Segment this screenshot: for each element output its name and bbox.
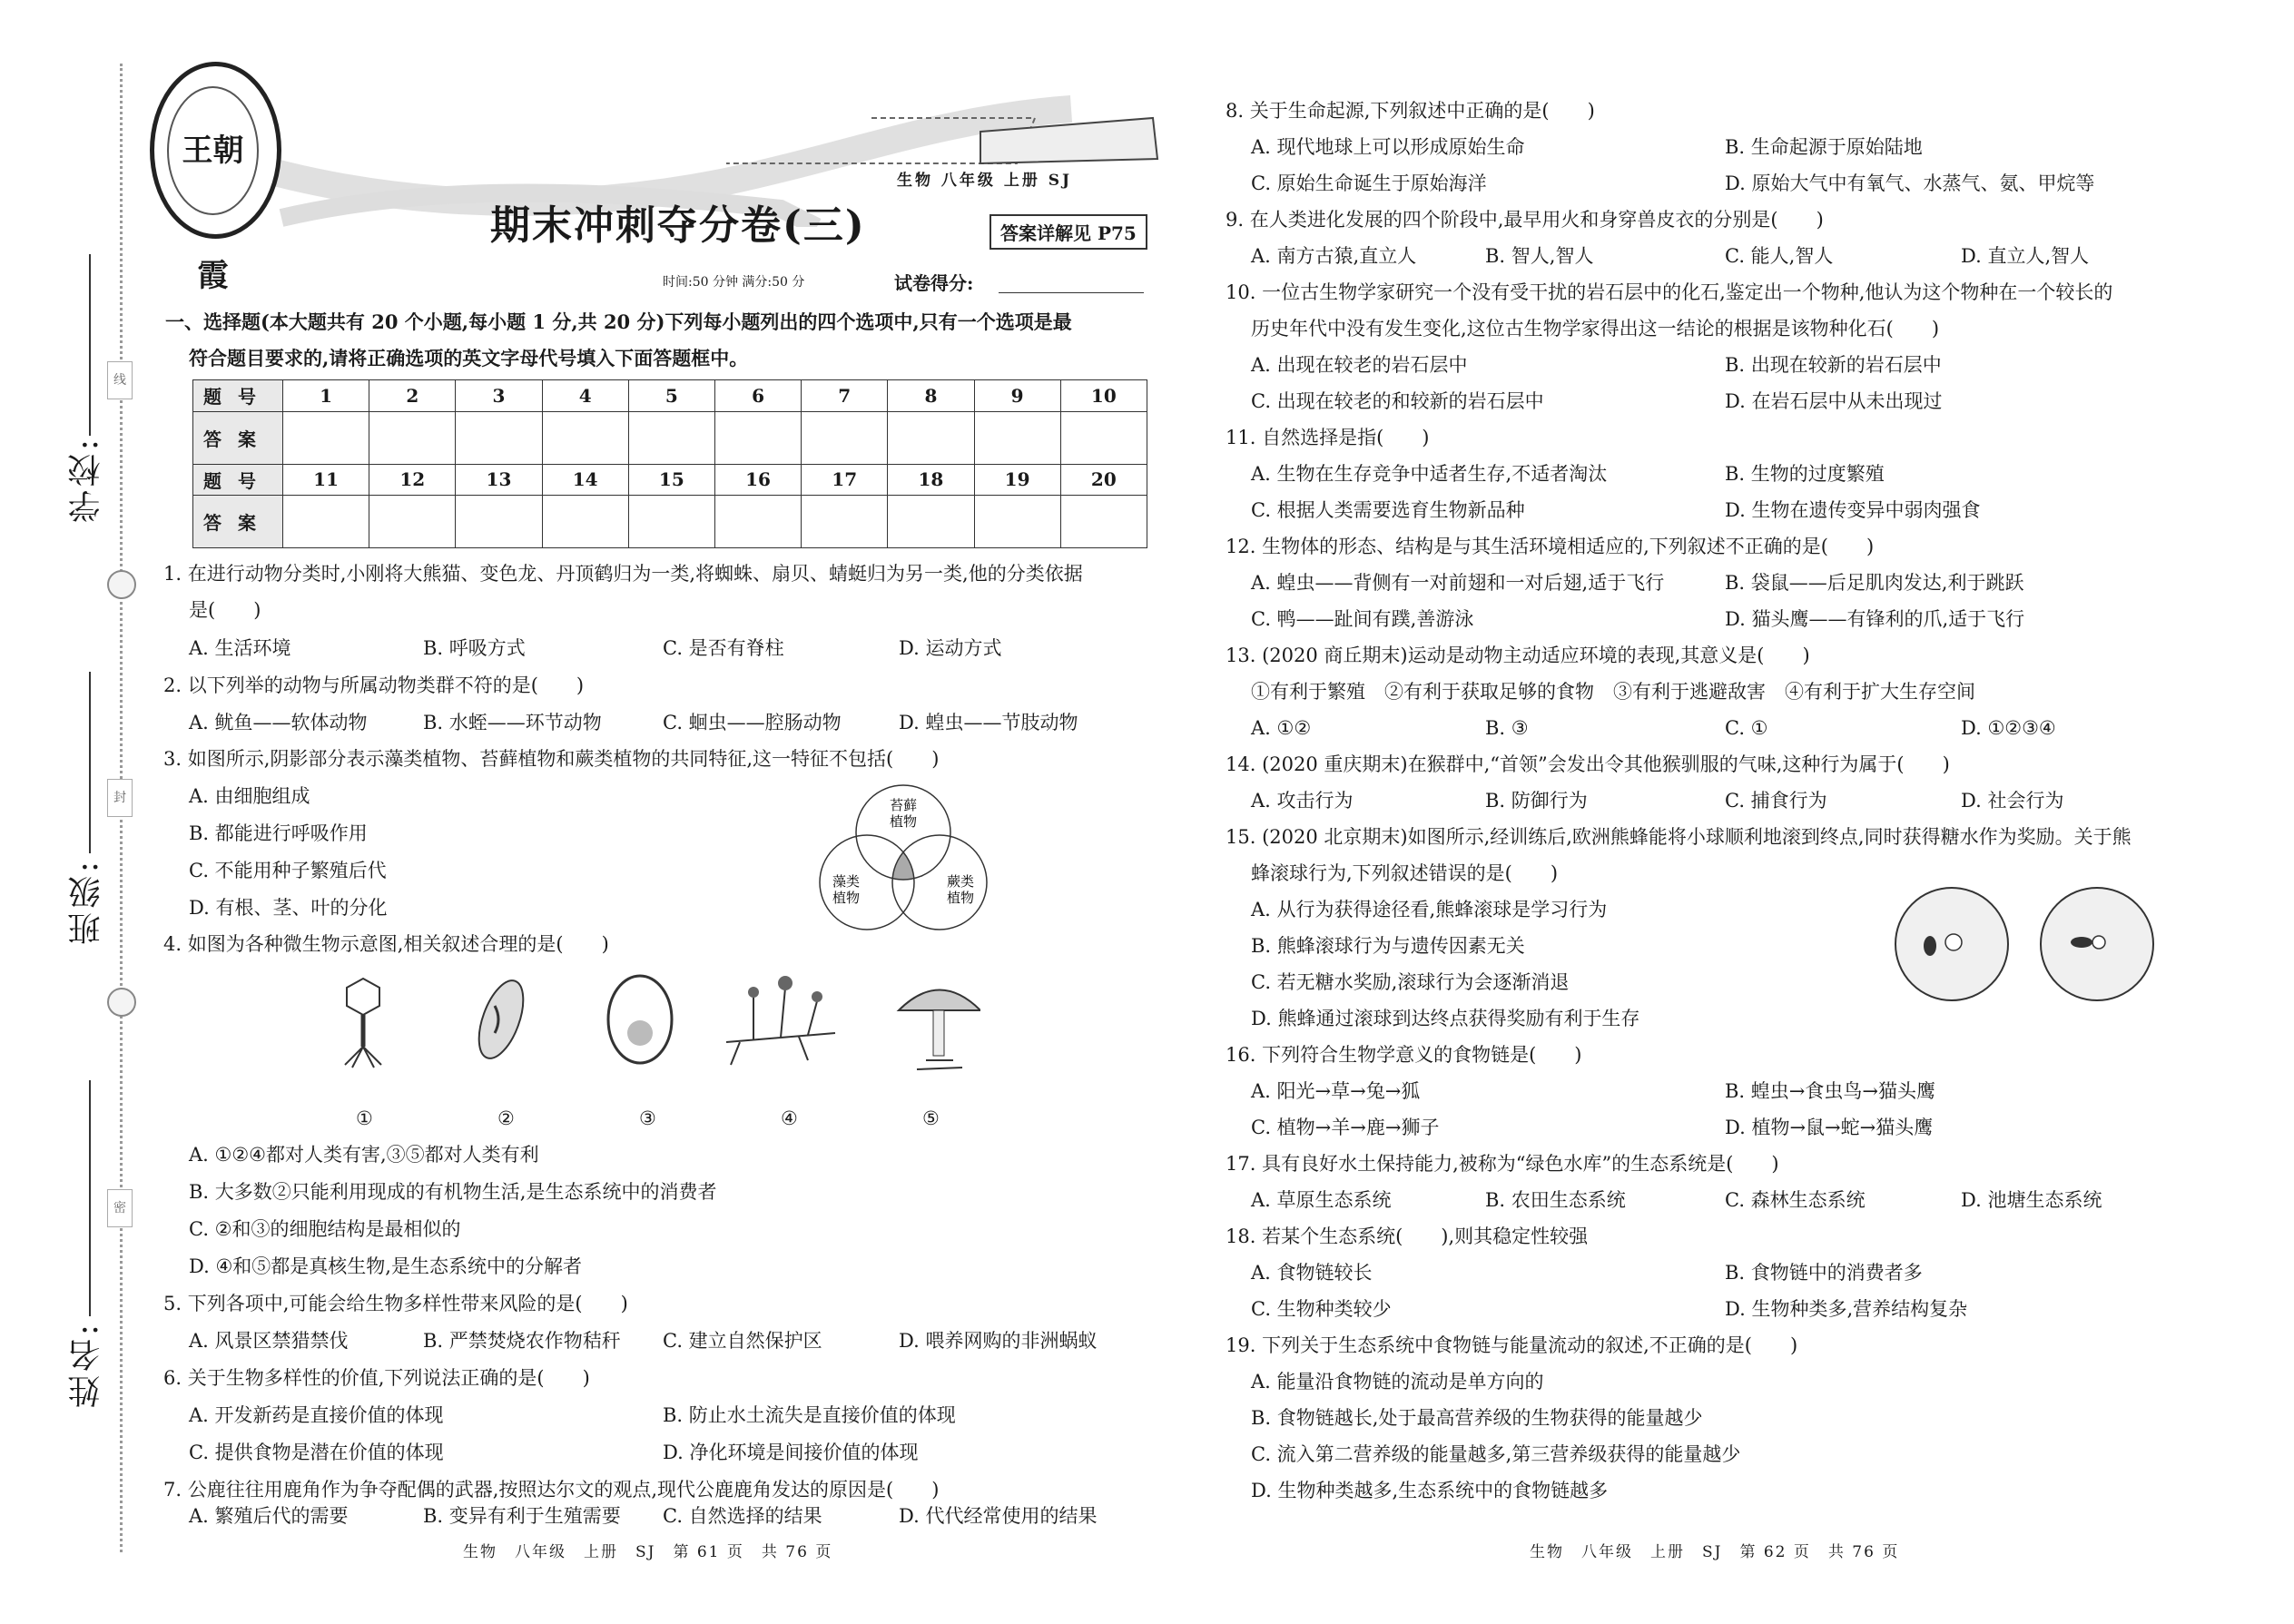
mushroom-icon xyxy=(899,990,980,1070)
option-a: A. 鱿鱼——软体动物 xyxy=(189,712,368,733)
question-num: 10 xyxy=(1060,380,1147,412)
section-heading: 一、选择题(本大题共有 20 个小题,每小题 1 分,共 20 分)下列每小题列出的四个选项中,只有一个选项是最 xyxy=(165,310,1072,333)
figure-label-3: ③ xyxy=(639,1107,656,1129)
answer-cell[interactable] xyxy=(802,496,888,548)
answer-cell[interactable] xyxy=(456,496,542,548)
question-10-cont: 历史年代中没有发生变化,这位古生物学家得出这一结论的根据是该物种化石( ) xyxy=(1251,318,1940,340)
option-b: B. 食物链越长,处于最高营养级的生物获得的能量越少 xyxy=(1251,1407,1703,1429)
question-6: 6. 关于生物多样性的价值,下列说法正确的是( ) xyxy=(163,1367,590,1389)
answer-cell[interactable] xyxy=(456,411,542,464)
option-c: C. 根据人类需要选育生物新品种 xyxy=(1251,499,1525,521)
option-a: A. ①② xyxy=(1251,717,1312,739)
footer-right: 生物 八年级 上册 SJ 第 62 页 共 76 页 xyxy=(1530,1543,1900,1561)
option-a: A. 开发新药是直接价值的体现 xyxy=(189,1404,444,1426)
answer-cell[interactable] xyxy=(1060,411,1147,464)
answer-cell[interactable] xyxy=(542,411,628,464)
option-d: D. 有根、茎、叶的分化 xyxy=(189,897,388,919)
question-10: 10. 一位古生物学家研究一个没有受干扰的岩石层中的化石,鉴定出一个物种,他认为这个物种在一个较长的 xyxy=(1226,281,2113,303)
option-d: D. 生物种类多,营养结构复杂 xyxy=(1725,1298,1968,1320)
question-15-cont: 蜂滚球行为,下列叙述错误的是( ) xyxy=(1251,862,1559,884)
name-label: 姓名: xyxy=(68,1321,105,1409)
option-b: B. 蝗虫→食虫鸟→猫头鹰 xyxy=(1725,1080,1935,1102)
page-title: 期末冲刺夺分卷(三) xyxy=(490,202,866,249)
question-num: 1 xyxy=(283,380,369,412)
option-b: B. 严禁焚烧农作物秸秆 xyxy=(423,1330,621,1352)
brand-logo-text: 王朝霞 xyxy=(167,86,259,215)
option-b: B. 智人,智人 xyxy=(1485,245,1594,267)
microbe-figures xyxy=(327,969,980,1097)
option-d: D. 原始大气中有氧气、水蒸气、氨、甲烷等 xyxy=(1725,172,2095,194)
answer-cell[interactable] xyxy=(283,496,369,548)
answer-cell[interactable] xyxy=(628,496,714,548)
option-c: C. 捕食行为 xyxy=(1725,790,1827,812)
option-d: D. ④和⑤都是真核生物,是生态系统中的分解者 xyxy=(189,1255,582,1277)
question-8: 8. 关于生命起源,下列叙述中正确的是( ) xyxy=(1226,100,1595,122)
option-c: C. 建立自然保护区 xyxy=(663,1330,822,1352)
question-num: 14 xyxy=(542,464,628,496)
option-a: A. ①②④都对人类有害,③⑤都对人类有利 xyxy=(189,1144,539,1166)
bee-icon xyxy=(1924,936,1936,956)
option-d: D. 直立人,智人 xyxy=(1961,245,2090,267)
option-b: B. 都能进行呼吸作用 xyxy=(189,822,368,844)
option-b: B. 变异有利于生殖需要 xyxy=(423,1505,621,1527)
question-num: 15 xyxy=(628,464,714,496)
question-16: 16. 下列符合生物学意义的食物链是( ) xyxy=(1226,1044,1582,1066)
seal-char-seal: 封 xyxy=(107,779,133,817)
question-num: 12 xyxy=(369,464,456,496)
subject-tag: 生物 八年级 上册 SJ xyxy=(897,172,1073,190)
option-a: A. 由细胞组成 xyxy=(189,785,310,807)
figure-label-5: ⑤ xyxy=(922,1107,940,1129)
bumblebee-figure xyxy=(1888,881,2161,1008)
yeast-icon xyxy=(608,976,672,1063)
option-d: D. 熊蜂通过滚球到达终点获得奖励有利于生存 xyxy=(1251,1008,1640,1029)
ball-icon xyxy=(2092,936,2105,949)
question-13-statements: ①有利于繁殖 ②有利于获取足够的食物 ③有利于逃避敌害 ④有利于扩大生存空间 xyxy=(1251,681,1975,703)
option-c: C. 出现在较老的和较新的岩石层中 xyxy=(1251,390,1544,412)
answer-reference: 答案详解见 P75 xyxy=(989,214,1147,250)
section-heading-cont: 符合题目要求的,请将正确选项的英文字母代号填入下面答题框中。 xyxy=(189,347,749,369)
option-c: C. 提供食物是潜在价值的体现 xyxy=(189,1442,444,1463)
option-a: A. 南方古猿,直立人 xyxy=(1251,245,1417,267)
bacterium-icon xyxy=(470,975,532,1064)
option-b: B. 生物的过度繁殖 xyxy=(1725,463,1885,485)
option-b: B. 袋鼠——后足肌肉发达,利于跳跃 xyxy=(1725,572,2024,594)
option-c: C. ① xyxy=(1725,717,1768,739)
option-b: B. 农田生态系统 xyxy=(1485,1189,1626,1211)
option-b: B. 大多数②只能利用现成的有机物生活,是生态系统中的消费者 xyxy=(189,1181,717,1203)
question-num: 16 xyxy=(714,464,801,496)
option-b: B. 食物链中的消费者多 xyxy=(1725,1262,1923,1284)
option-b: B. 防止水土流失是直接价值的体现 xyxy=(663,1404,956,1426)
question-3: 3. 如图所示,阴影部分表示藻类植物、苔藓植物和蕨类植物的共同特征,这一特征不包括( ) xyxy=(163,748,940,770)
seal-char-secret: 密 xyxy=(107,1189,133,1227)
virus-icon xyxy=(345,979,381,1068)
option-a: A. 从行为获得途径看,熊蜂滚球是学习行为 xyxy=(1251,899,1608,920)
school-line xyxy=(89,254,91,436)
option-a: A. 繁殖后代的需要 xyxy=(189,1505,349,1527)
question-num: 11 xyxy=(283,464,369,496)
question-num: 17 xyxy=(802,464,888,496)
question-19: 19. 下列关于生态系统中食物链与能量流动的叙述,不正确的是( ) xyxy=(1226,1334,1798,1356)
question-num: 6 xyxy=(714,380,801,412)
question-12: 12. 生物体的形态、结构是与其生活环境相适应的,下列叙述不正确的是( ) xyxy=(1226,536,1875,557)
question-15: 15. (2020 北京期末)如图所示,经训练后,欧洲熊蜂能将小球顺利地滚到终点,同时获得糖水作为奖励。关于熊 xyxy=(1226,826,2132,848)
option-d: D. 社会行为 xyxy=(1961,790,2064,812)
answer-cell[interactable] xyxy=(802,411,888,464)
figure-label-1: ① xyxy=(356,1107,373,1129)
option-a: A. 现代地球上可以形成原始生命 xyxy=(1251,136,1525,158)
option-b: B. ③ xyxy=(1485,717,1529,739)
seal-char-line: 线 xyxy=(107,361,133,399)
option-d: D. 植物→鼠→蛇→猫头鹰 xyxy=(1725,1117,1934,1138)
option-d: D. ①②③④ xyxy=(1961,717,2056,739)
option-c: C. 生物种类较少 xyxy=(1251,1298,1392,1320)
option-c: C. ②和③的细胞结构是最相似的 xyxy=(189,1218,461,1240)
option-a: A. 食物链较长 xyxy=(1251,1262,1373,1284)
option-c: C. 森林生态系统 xyxy=(1725,1189,1866,1211)
answer-cell[interactable] xyxy=(369,496,456,548)
ball-icon xyxy=(1945,934,1962,950)
binding-hole-icon xyxy=(107,988,136,1017)
answer-cell[interactable] xyxy=(888,411,974,464)
option-b: B. 生命起源于原始陆地 xyxy=(1725,136,1923,158)
name-line xyxy=(89,1080,91,1316)
option-d: D. 在岩石层中从未出现过 xyxy=(1725,390,1943,412)
option-d: D. 蝗虫——节肢动物 xyxy=(899,712,1078,733)
option-d: D. 池塘生态系统 xyxy=(1961,1189,2102,1211)
exam-meta: 时间:50 分钟 满分:50 分 xyxy=(663,275,805,290)
class-label: 班级: xyxy=(68,858,105,946)
option-a: A. 生活环境 xyxy=(189,637,291,659)
question-num: 18 xyxy=(888,464,974,496)
question-11: 11. 自然选择是指( ) xyxy=(1226,427,1430,448)
answer-cell[interactable] xyxy=(714,411,801,464)
binding-hole-icon xyxy=(107,570,136,599)
bee-icon xyxy=(2071,937,2092,948)
option-c: C. 流入第二营养级的能量越多,第三营养级获得的能量越少 xyxy=(1251,1443,1741,1465)
option-c: C. 鸭——趾间有蹼,善游泳 xyxy=(1251,608,1474,630)
question-num: 20 xyxy=(1060,464,1147,496)
option-d: D. 运动方式 xyxy=(899,637,1002,659)
option-c: C. 原始生命诞生于原始海洋 xyxy=(1251,172,1487,194)
answer-grid xyxy=(192,379,1147,548)
answer-cell[interactable] xyxy=(369,411,456,464)
option-d: D. 代代经常使用的结果 xyxy=(899,1505,1098,1527)
figure-label-2: ② xyxy=(497,1107,515,1129)
option-a: A. 阳光→草→兔→狐 xyxy=(1251,1080,1421,1102)
option-a: A. 出现在较老的岩石层中 xyxy=(1251,354,1468,376)
option-c: C. 蛔虫——腔肠动物 xyxy=(663,712,842,733)
option-d: D. 猫头鹰——有锋利的爪,适于飞行 xyxy=(1725,608,2025,630)
question-5: 5. 下列各项中,可能会给生物多样性带来风险的是( ) xyxy=(163,1293,628,1314)
answer-cell[interactable] xyxy=(628,411,714,464)
brand-logo xyxy=(150,62,281,294)
option-c: C. 能人,智人 xyxy=(1725,245,1834,267)
venn-label-fern: 蕨类植物 xyxy=(946,873,975,906)
question-num: 3 xyxy=(456,380,542,412)
question-num: 9 xyxy=(974,380,1060,412)
answer-cell[interactable] xyxy=(1060,496,1147,548)
option-c: C. 若无糖水奖励,滚球行为会逐渐消退 xyxy=(1251,971,1570,993)
question-7: 7. 公鹿往往用鹿角作为争夺配偶的武器,按照达尔文的观点,现代公鹿鹿角发达的原因是( ) xyxy=(163,1479,940,1501)
venn-label-moss: 苔藓植物 xyxy=(889,797,918,830)
answer-cell[interactable] xyxy=(974,411,1060,464)
question-14: 14. (2020 重庆期末)在猴群中,“首领”会发出令其他猴驯服的气味,这种行为属于( ) xyxy=(1226,753,1950,775)
venn-label-algae: 藻类植物 xyxy=(832,873,861,906)
question-num: 5 xyxy=(628,380,714,412)
venn-diagram xyxy=(799,782,1008,937)
question-num: 19 xyxy=(974,464,1060,496)
answer-cell[interactable] xyxy=(542,496,628,548)
option-a: A. 草原生态系统 xyxy=(1251,1189,1392,1211)
answer-cell[interactable] xyxy=(888,496,974,548)
option-a: A. 能量沿食物链的流动是单方向的 xyxy=(1251,1371,1544,1393)
option-c: C. 自然选择的结果 xyxy=(663,1505,822,1527)
question-num-label: 题号 xyxy=(193,464,283,496)
option-d: D. 喂养网购的非洲蜗蚁 xyxy=(899,1330,1098,1352)
option-b: B. 熊蜂滚球行为与遗传因素无关 xyxy=(1251,935,1525,957)
answer-cell[interactable] xyxy=(714,496,801,548)
option-a: A. 生物在生存竞争中适者生存,不适者淘汰 xyxy=(1251,463,1608,485)
question-num: 13 xyxy=(456,464,542,496)
option-c: C. 植物→羊→鹿→狮子 xyxy=(1251,1117,1440,1138)
question-1-cont: 是( ) xyxy=(189,599,261,621)
footer-left: 生物 八年级 上册 SJ 第 61 页 共 76 页 xyxy=(463,1543,833,1561)
option-d: D. 生物在遗传变异中弱肉强食 xyxy=(1725,499,1981,521)
option-c: C. 是否有脊柱 xyxy=(663,637,784,659)
question-18: 18. 若某个生态系统( ),则其稳定性较强 xyxy=(1226,1225,1589,1247)
option-b: B. 呼吸方式 xyxy=(423,637,526,659)
score-field[interactable] xyxy=(999,292,1144,293)
option-a: A. 蝗虫——背侧有一对前翅和一对后翅,适于飞行 xyxy=(1251,572,1665,594)
figure-label-4: ④ xyxy=(781,1107,798,1129)
score-label: 试卷得分: xyxy=(894,272,974,294)
question-13: 13. (2020 商丘期末)运动是动物主动适应环境的表现,其意义是( ) xyxy=(1226,645,1810,666)
answer-cell[interactable] xyxy=(974,496,1060,548)
answer-cell[interactable] xyxy=(283,411,369,464)
class-line xyxy=(89,672,91,853)
option-d: D. 生物种类越多,生态系统中的食物链越多 xyxy=(1251,1480,1609,1501)
option-c: C. 不能用种子繁殖后代 xyxy=(189,860,387,881)
question-num-label: 题号 xyxy=(193,380,283,412)
option-b: B. 出现在较新的岩石层中 xyxy=(1725,354,1942,376)
option-b: B. 水蛭——环节动物 xyxy=(423,712,602,733)
question-1: 1. 在进行动物分类时,小刚将大熊猫、变色龙、丹顶鹤归为一类,将蜘蛛、扇贝、蜻蜓归为另一类,他的分类依据 xyxy=(163,563,1083,585)
question-4: 4. 如图为各种微生物示意图,相关叙述合理的是( ) xyxy=(163,933,609,955)
option-a: A. 风景区禁猎禁伐 xyxy=(189,1330,349,1352)
question-17: 17. 具有良好水土保持能力,被称为“绿色水库”的生态系统是( ) xyxy=(1226,1153,1779,1175)
option-d: D. 净化环境是间接价值的体现 xyxy=(663,1442,919,1463)
answer-label: 答案 xyxy=(193,411,283,464)
question-num: 7 xyxy=(802,380,888,412)
question-num: 4 xyxy=(542,380,628,412)
question-2: 2. 以下列举的动物与所属动物类群不符的是( ) xyxy=(163,674,585,696)
answer-label: 答案 xyxy=(193,496,283,548)
question-num: 8 xyxy=(888,380,974,412)
mold-icon xyxy=(726,976,835,1065)
question-num: 2 xyxy=(369,380,456,412)
question-9: 9. 在人类进化发展的四个阶段中,最早用火和身穿兽皮衣的分别是( ) xyxy=(1226,209,1824,231)
option-b: B. 防御行为 xyxy=(1485,790,1588,812)
option-a: A. 攻击行为 xyxy=(1251,790,1354,812)
school-label: 学校: xyxy=(68,436,105,524)
